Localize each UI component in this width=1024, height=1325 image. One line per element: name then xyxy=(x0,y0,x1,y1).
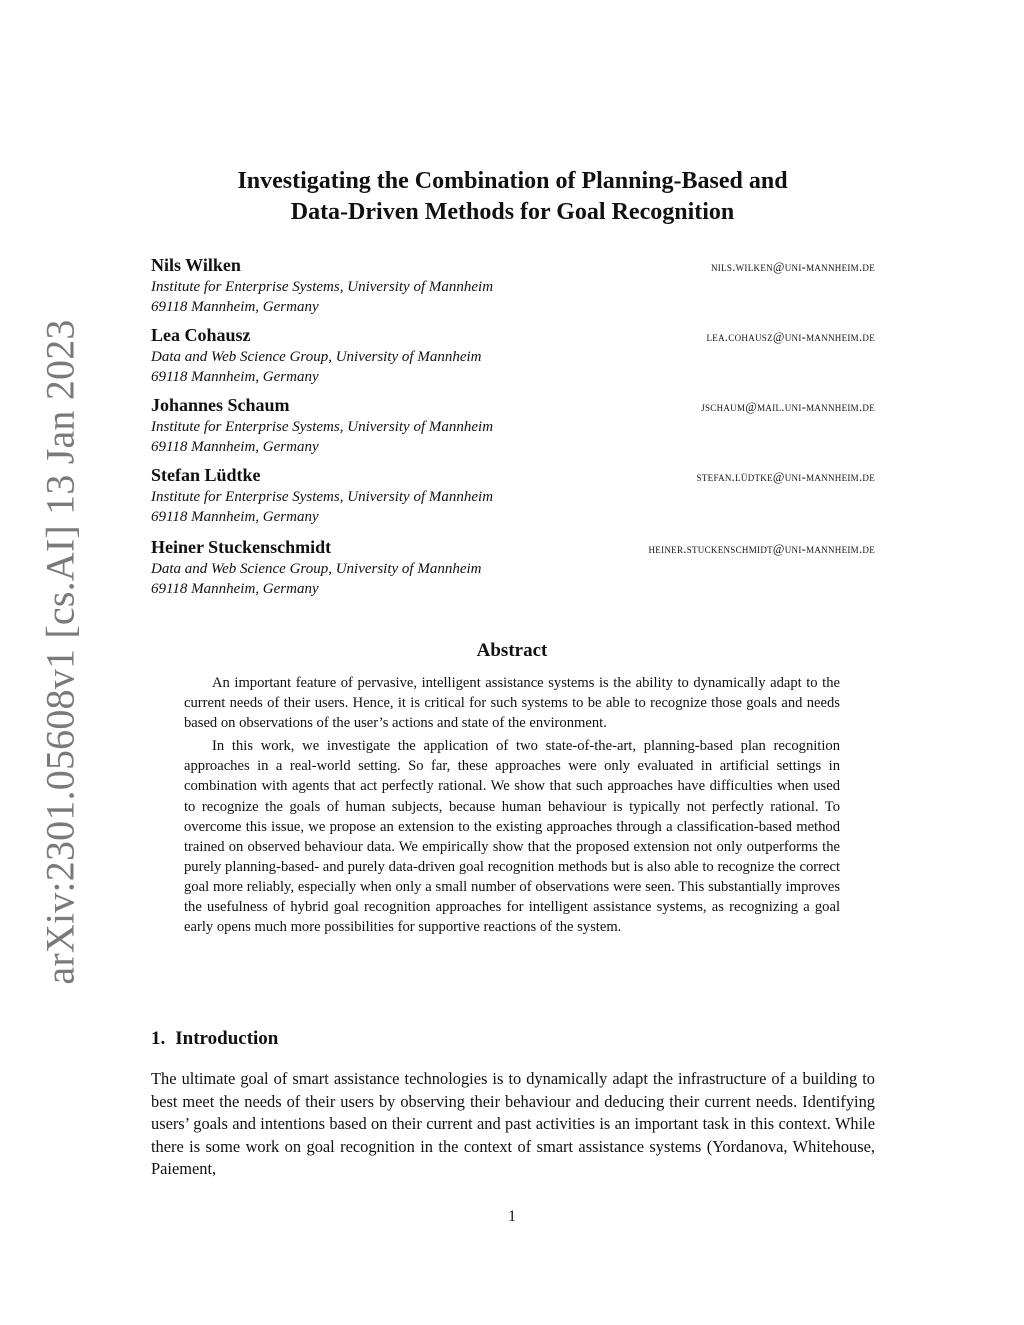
page-number: 1 xyxy=(508,1208,516,1225)
author-affiliation: Data and Web Science Group, University of Mannheim xyxy=(151,349,482,365)
abstract-heading: Abstract xyxy=(476,640,548,661)
section-heading-introduction xyxy=(151,1028,278,1050)
paper-title-line-2: Data-Driven Methods for Goal Recognition xyxy=(290,199,735,225)
author-address: 69118 Mannheim, Germany xyxy=(151,581,319,597)
arxiv-identifier-stamp: arXiv:2301.05608v1 [cs.AI] 13 Jan 2023 xyxy=(37,319,83,985)
author-email[interactable]: heiner.stuckenschmidt@uni-mannheim.de xyxy=(648,542,875,556)
author-block xyxy=(151,395,875,457)
author-affiliation: Data and Web Science Group, University of Mannheim xyxy=(151,561,482,577)
author-name: Lea Cohausz xyxy=(151,325,251,345)
section-title: Introduction xyxy=(175,1028,279,1049)
paper-title xyxy=(150,166,875,228)
author-block xyxy=(151,465,875,527)
author-affiliation: Institute for Enterprise Systems, University of Mannheim xyxy=(151,489,494,505)
abstract-paragraph: In this work, we investigate the application of two state-of-the-art, planning-based plan recognition approaches in a real-world setting. So far, these approaches were only evaluated in artificial settings in combination with agents that act perfectly rational. We show that such approaches have difficulties when used to recognize the goals of human subjects, because human behaviour is typically not perfectly rational. To overcome this issue, we propose an extension to the existing approaches through a classification-based method trained on observed behaviour data. We empirically show that the proposed extension not only outperforms the purely planning-based- and purely data-driven goal recognition methods but is also able to recognize the correct goal more reliably, especially when only a small number of observations were seen. This substantially improves the usefulness of hybrid goal recognition approaches for intelligent assistance systems, as recognizing a goal early opens much more possibilities for supportive reactions of the system. xyxy=(184,738,840,936)
author-block xyxy=(151,325,875,387)
paper-title-line-1: Investigating the Combination of Planning-Based and xyxy=(237,168,788,194)
introduction-body xyxy=(151,1068,875,1181)
author-address: 69118 Mannheim, Germany xyxy=(151,369,319,385)
section-number: 1. xyxy=(151,1028,166,1049)
abstract-body xyxy=(184,673,840,937)
abstract-paragraph: An important feature of pervasive, intelligent assistance systems is the ability to dynamically adapt to the current needs of their users. Hence, it is critical for such systems to be able to recognize those goals and needs based on observations of the user’s actions and state of the environment. xyxy=(184,675,840,732)
author-name: Stefan Lüdtke xyxy=(151,465,261,485)
author-block xyxy=(151,537,875,599)
author-name: Heiner Stuckenschmidt xyxy=(151,537,332,557)
author-email[interactable]: jschaum@mail.uni-mannheim.de xyxy=(701,400,875,414)
author-affiliation: Institute for Enterprise Systems, University of Mannheim xyxy=(151,419,494,435)
introduction-paragraph: The ultimate goal of smart assistance technologies is to dynamically adapt the infrastructure of a building to best meet the needs of their users by observing their behaviour and deducing their current needs. Identifying users’ goals and intentions based on their current and past activities is an important task in this context. While there is some work on goal recognition in the context of smart assistance systems (Yordanova, Whitehouse, Paiement, xyxy=(151,1069,875,1178)
author-name: Johannes Schaum xyxy=(151,395,290,415)
author-address: 69118 Mannheim, Germany xyxy=(151,439,319,455)
author-affiliation: Institute for Enterprise Systems, University of Mannheim xyxy=(151,279,494,295)
author-address: 69118 Mannheim, Germany xyxy=(151,509,319,525)
author-name: Nils Wilken xyxy=(151,255,241,275)
author-email[interactable]: stefan.lüdtke@uni-mannheim.de xyxy=(696,470,875,484)
author-email[interactable]: nils.wilken@uni-mannheim.de xyxy=(711,260,875,274)
author-block xyxy=(151,255,875,317)
author-email[interactable]: lea.cohausz@uni-mannheim.de xyxy=(706,330,875,344)
author-address: 69118 Mannheim, Germany xyxy=(151,299,319,315)
